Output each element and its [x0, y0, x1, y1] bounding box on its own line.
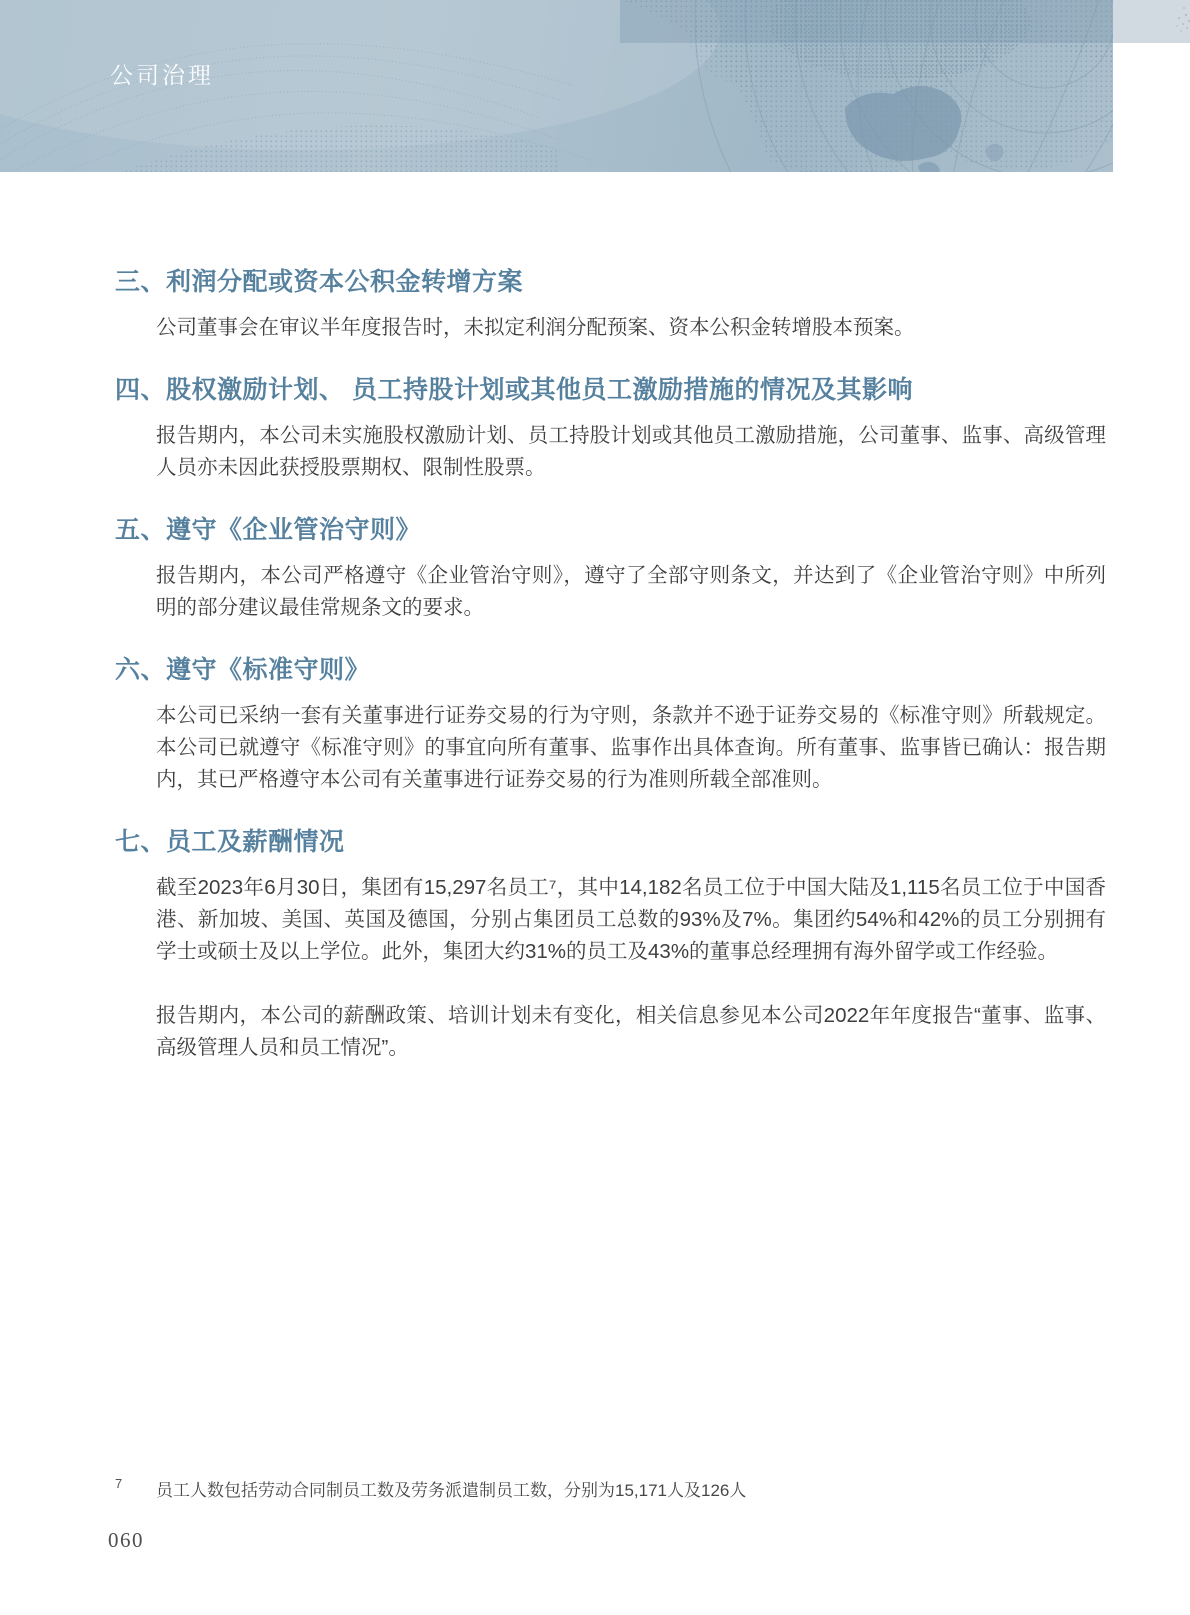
section-paragraph: 截至2023年6月30日，集团有15,297名员工⁷，其中14,182名员工位于中国大陆及1,115名员工位于中国香港、新加坡、美国、英国及德国，分别占集团员工总数的93%及7%。集团约54%和42%的员工分别拥有学士或硕士及以上学位。此外，集团大约31%的员工及43%的董事总经理拥有海外留学或工作经验。 — [156, 876, 1106, 963]
section-paragraph: 报告期内，本公司未实施股权激励计划、员工持股计划或其他员工激励措施，公司董事、监事、高级管理人员亦未因此获授股票期权、限制性股票。 — [156, 424, 1106, 479]
section-equity-incentive — [115, 374, 1107, 484]
section-model-code-compliance — [115, 654, 1107, 796]
corner-speckle-graphic — [1113, 0, 1190, 43]
footnote-text: 员工人数包括劳动合同制员工数及劳务派遣制员工数，分别为15,171人及126人 — [156, 1481, 747, 1500]
header-banner — [0, 0, 1113, 172]
section-paragraph: 公司董事会在审议半年度报告时，未拟定利润分配预案、资本公积金转增股本预案。 — [156, 316, 915, 339]
section-cg-code-compliance — [115, 514, 1107, 624]
section-employees-remuneration — [115, 826, 1107, 1064]
section-heading: 五、遵守《企业管治守则》 — [115, 516, 422, 544]
section-heading: 六、遵守《标准守则》 — [115, 656, 371, 684]
banner-corner-block — [1113, 0, 1190, 43]
footnote — [115, 1476, 1035, 1503]
footnote-marker: 7 — [115, 1476, 123, 1491]
section-paragraph: 本公司已采纳一套有关董事进行证券交易的行为守则，条款并不逊于证券交易的《标准守则》所载规定。本公司已就遵守《标准守则》的事宜向所有董事、监事作出具体查询。所有董事、监事皆已确认：报告期内，其已严格遵守本公司有关董事进行证券交易的行为准则所载全部准则。 — [156, 704, 1106, 791]
page-title: 公司治理 — [110, 63, 214, 88]
section-heading: 三、利润分配或资本公积金转增方案 — [115, 268, 524, 296]
section-heading: 四、股权激励计划、 员工持股计划或其他员工激励措施的情况及其影响 — [115, 376, 913, 404]
page-number: 060 — [108, 1528, 144, 1552]
section-heading: 七、员工及薪酬情况 — [115, 828, 345, 856]
section-paragraph: 报告期内，本公司严格遵守《企业管治守则》，遵守了全部守则条文，并达到了《企业管治守则》中所列明的部分建议最佳常规条文的要求。 — [156, 564, 1106, 619]
page-content — [115, 266, 1107, 1064]
section-paragraph: 报告期内，本公司的薪酬政策、培训计划未有变化，相关信息参见本公司2022年年度报告“董事、监事、高级管理人员和员工情况”。 — [156, 1004, 1106, 1059]
section-profit-distribution — [115, 266, 1107, 344]
